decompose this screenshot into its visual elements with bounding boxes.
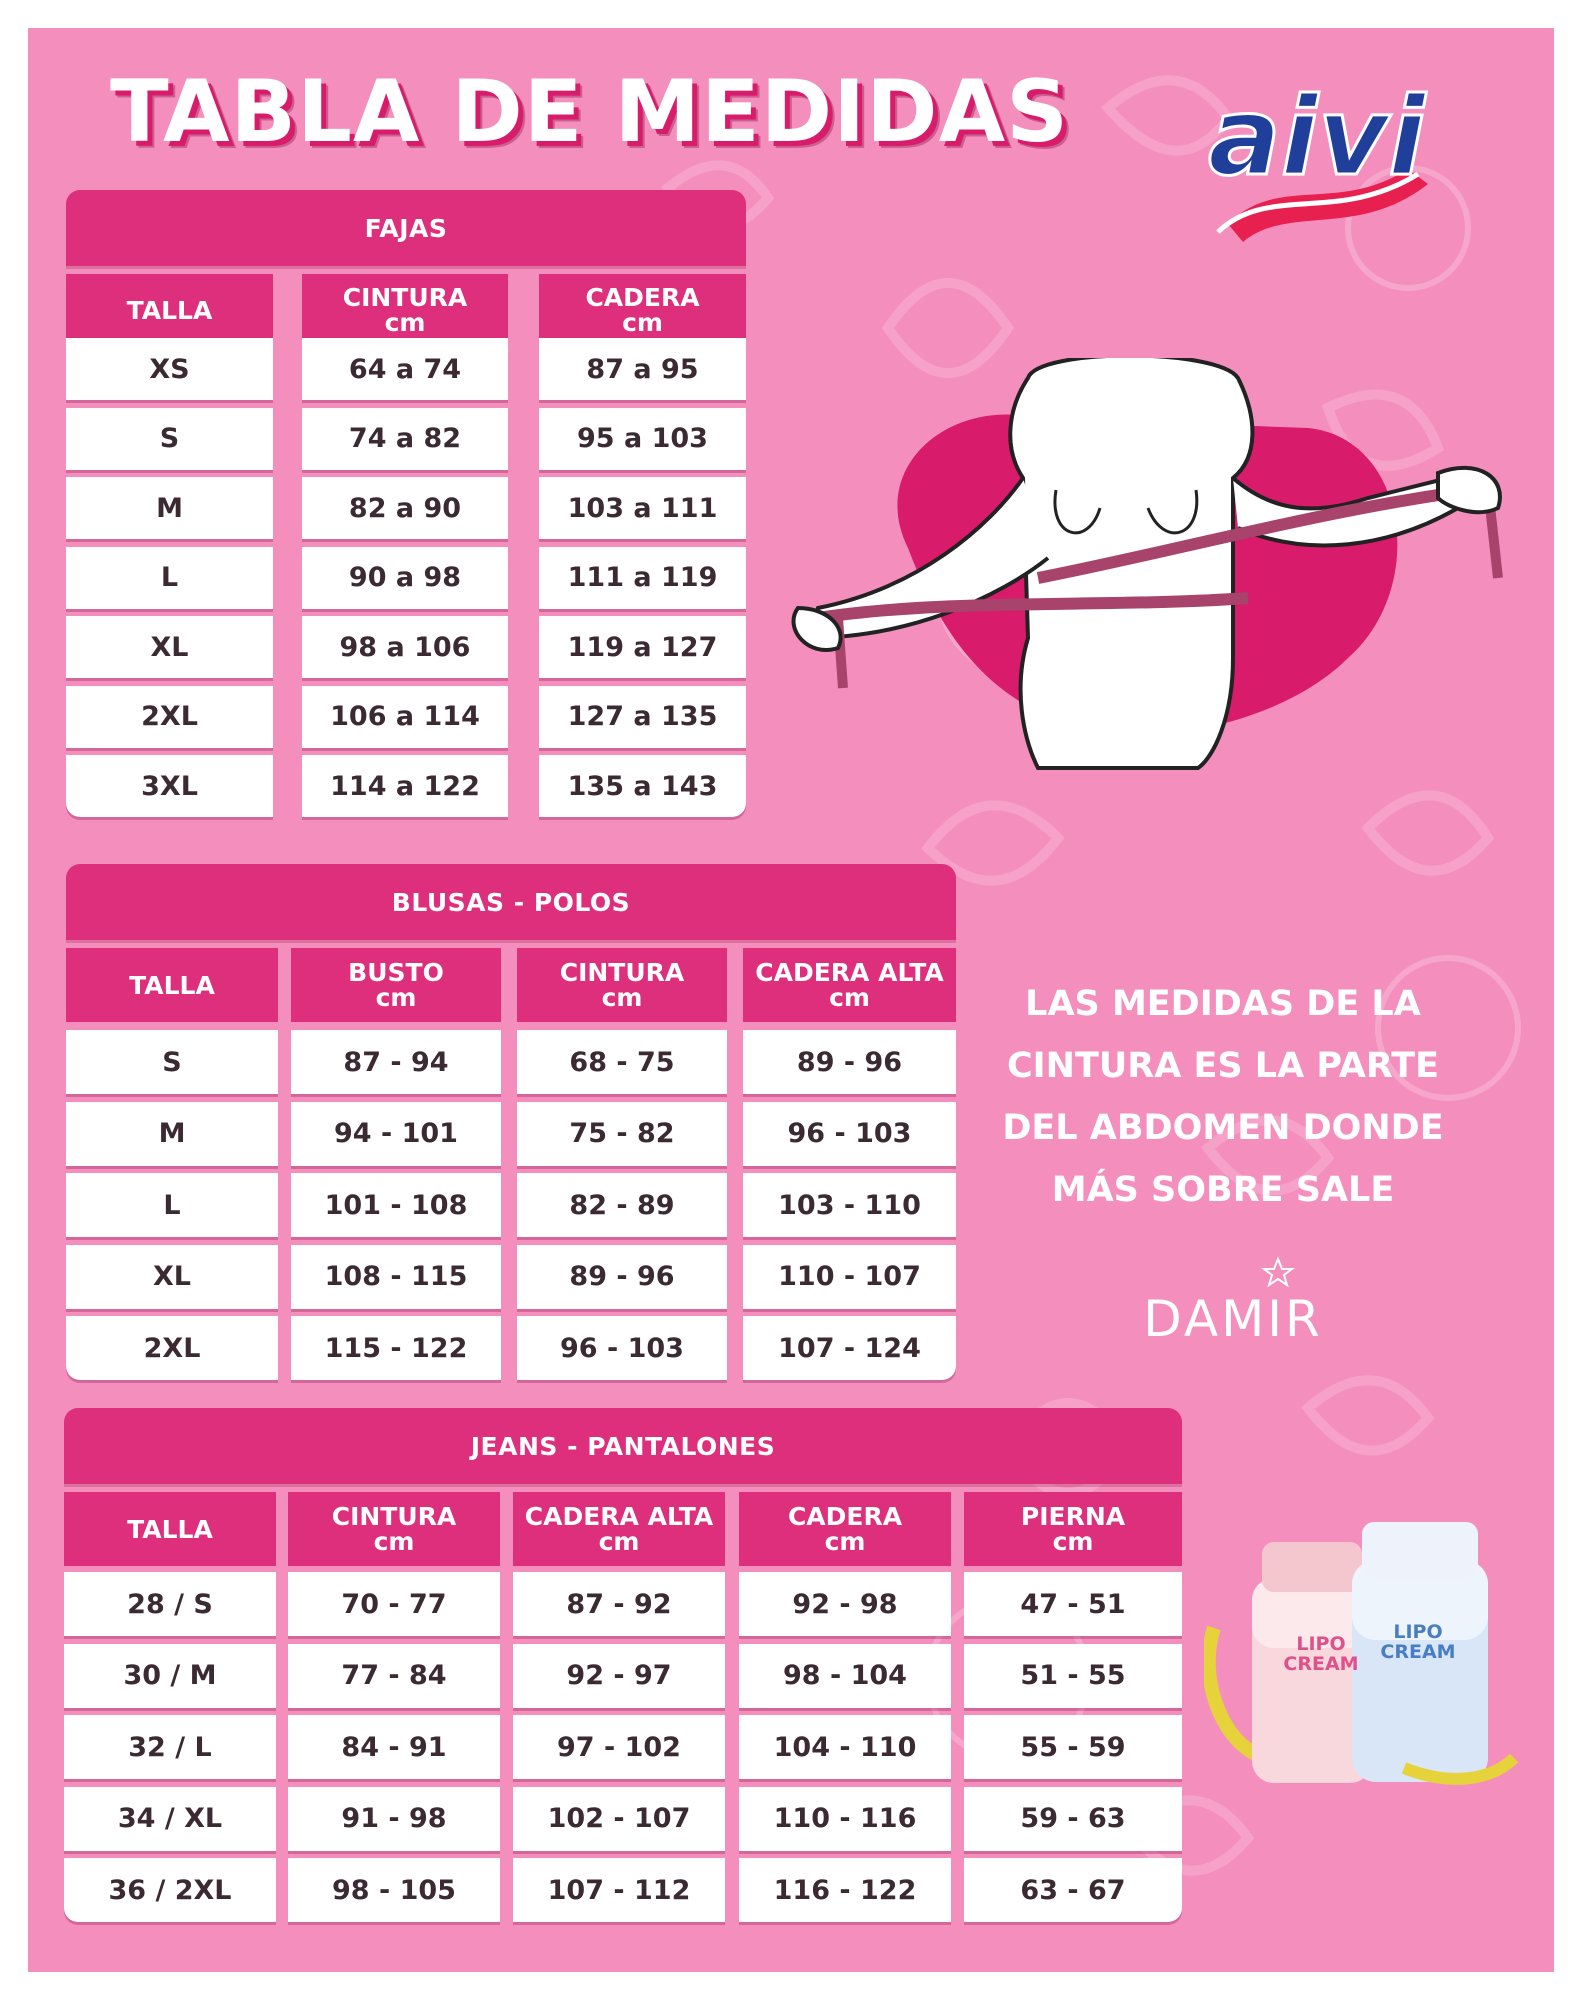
jeans-table-cell: 70 - 77: [288, 1572, 500, 1636]
fajas-table-cell: 90 a 98: [302, 547, 508, 609]
fajas-table-cell: 3XL: [66, 755, 273, 817]
blusas-table-cell: 2XL: [66, 1316, 278, 1380]
jeans-col-label: TALLA: [127, 1514, 213, 1544]
jeans-col-unit: cm: [598, 1527, 640, 1556]
fajas-col-label: TALLA: [126, 295, 213, 325]
fajas-table-cell: 2XL: [66, 686, 273, 748]
blusas-table-cell: S: [66, 1030, 278, 1094]
blusas-col-unit: cm: [601, 983, 643, 1012]
blusas-table-cell: 110 - 107: [743, 1245, 956, 1309]
jeans-table-cell: 98 - 104: [739, 1644, 951, 1708]
fajas-col-unit: cm: [384, 308, 426, 337]
jeans-table-cell: 92 - 98: [739, 1572, 951, 1636]
fajas-table-cell: S: [66, 408, 273, 470]
fajas-table-cell: 95 a 103: [539, 408, 746, 470]
jeans-table-cell: 55 - 59: [964, 1715, 1182, 1779]
jeans-table-cell: 110 - 116: [739, 1787, 951, 1851]
fajas-col-header: [66, 274, 273, 346]
aivi-logo-icon: [1188, 64, 1458, 254]
blusas-table-cell: 94 - 101: [291, 1102, 501, 1166]
blusas-col-header: [743, 948, 956, 1022]
blusas-table-cell: 96 - 103: [517, 1316, 727, 1380]
fajas-col-unit: cm: [622, 308, 663, 337]
aivi-logo-text: aivi: [1208, 75, 1426, 200]
blusas-col-label: CINTURA: [559, 958, 685, 987]
blusas-table-cell: 107 - 124: [743, 1316, 956, 1380]
jeans-table-cell: 97 - 102: [513, 1715, 725, 1779]
jeans-table-cell: 32 / L: [64, 1715, 276, 1779]
jeans-col-header: [64, 1492, 276, 1566]
blusas-col-unit: cm: [829, 983, 870, 1012]
fajas-table-cell: 82 a 90: [302, 477, 508, 539]
blusas-table-cell: 103 - 110: [743, 1173, 956, 1237]
jeans-section: [64, 1408, 1182, 1938]
jeans-table-cell: 77 - 84: [288, 1644, 500, 1708]
jeans-table-cell: 30 / M: [64, 1644, 276, 1708]
blusas-table-cell: L: [66, 1173, 278, 1237]
jeans-table-cell: 47 - 51: [964, 1572, 1182, 1636]
damir-logo-text: DAMIR: [1143, 1290, 1323, 1348]
fajas-table-cell: 114 a 122: [302, 755, 508, 817]
fajas-table-cell: 87 a 95: [539, 338, 746, 400]
blusas-table-cell: 87 - 94: [291, 1030, 501, 1094]
jeans-col-header: [739, 1492, 951, 1566]
blusas-col-label: CADERA ALTA: [755, 958, 944, 987]
lipo-cream-blue-label: LIPO CREAM: [1380, 1621, 1456, 1663]
fajas-table-cell: XL: [66, 616, 273, 678]
fajas-table-cell: XS: [66, 338, 273, 400]
jeans-table-cell: 28 / S: [64, 1572, 276, 1636]
blusas-col-label: BUSTO: [348, 958, 444, 987]
blusas-header: BLUSAS - POLOS: [66, 864, 956, 940]
blusas-table-cell: M: [66, 1102, 278, 1166]
blusas-table-cell: 96 - 103: [743, 1102, 956, 1166]
fajas-table-cell: 103 a 111: [539, 477, 746, 539]
blusas-table-cell: 68 - 75: [517, 1030, 727, 1094]
lipo-cream-pink-label: LIPO CREAM: [1283, 1633, 1359, 1675]
jeans-table-cell: 84 - 91: [288, 1715, 500, 1779]
fajas-col-header: [539, 274, 746, 346]
fajas-table-cell: 119 a 127: [539, 616, 746, 678]
jeans-col-label: CADERA: [787, 1502, 903, 1531]
fajas-table-cell: M: [66, 477, 273, 539]
jeans-table-cell: 87 - 92: [513, 1572, 725, 1636]
blusas-table-cell: 75 - 82: [517, 1102, 727, 1166]
blusas-col-header: [291, 948, 501, 1022]
fajas-table-cell: L: [66, 547, 273, 609]
jeans-col-label: CADERA ALTA: [524, 1502, 714, 1531]
fajas-col-header: [302, 274, 508, 346]
jeans-table-cell: 36 / 2XL: [64, 1858, 276, 1922]
fajas-table-cell: 106 a 114: [302, 686, 508, 748]
waist-measurement-note: LAS MEDIDAS DE LA CINTURA ES LA PARTE DEL ABDOMEN DONDE MÁS SOBRE SALE: [1002, 984, 1444, 1210]
jeans-table-cell: 107 - 112: [513, 1858, 725, 1922]
jeans-col-header: [964, 1492, 1182, 1566]
blusas-table-cell: 89 - 96: [743, 1030, 956, 1094]
jeans-col-header: [513, 1492, 725, 1566]
blusas-section: [66, 864, 956, 1394]
fajas-table-cell: 64 a 74: [302, 338, 508, 400]
jeans-col-header: [288, 1492, 500, 1566]
blusas-table-cell: 89 - 96: [517, 1245, 727, 1309]
fajas-table-cell: 111 a 119: [539, 547, 746, 609]
fajas-table-cell: 98 a 106: [302, 616, 508, 678]
blusas-col-header: [517, 948, 727, 1022]
blusas-table-cell: XL: [66, 1245, 278, 1309]
blusas-col-label: TALLA: [129, 970, 215, 1000]
jeans-table-cell: 63 - 67: [964, 1858, 1182, 1922]
blusas-table-cell: 101 - 108: [291, 1173, 501, 1237]
fajas-table-cell: 127 a 135: [539, 686, 746, 748]
fajas-section: [66, 190, 746, 870]
fajas-col-label: CINTURA: [342, 283, 468, 312]
jeans-col-label: PIERNA: [1020, 1502, 1126, 1531]
jeans-header: JEANS - PANTALONES: [64, 1408, 1182, 1484]
lipo-cream-jars-icon: [1204, 1508, 1524, 1798]
jeans-table-cell: 98 - 105: [288, 1858, 500, 1922]
page-title: TABLA DE MEDIDAS: [110, 62, 1070, 162]
blusas-col-header: [66, 948, 278, 1022]
fajas-col-label: CADERA: [585, 283, 700, 312]
jeans-table-cell: 91 - 98: [288, 1787, 500, 1851]
size-chart-poster: [28, 28, 1554, 1972]
jeans-col-unit: cm: [373, 1527, 415, 1556]
fajas-table-cell: 74 a 82: [302, 408, 508, 470]
blusas-table-cell: 115 - 122: [291, 1316, 501, 1380]
jeans-col-unit: cm: [824, 1527, 866, 1556]
fajas-table-cell: 135 a 143: [539, 755, 746, 817]
woman-measuring-waist-icon: [788, 358, 1518, 778]
jeans-col-unit: cm: [1052, 1527, 1094, 1556]
jeans-table-cell: 116 - 122: [739, 1858, 951, 1922]
jeans-table-cell: 51 - 55: [964, 1644, 1182, 1708]
jeans-table-cell: 59 - 63: [964, 1787, 1182, 1851]
jeans-table-cell: 92 - 97: [513, 1644, 725, 1708]
blusas-table-cell: 82 - 89: [517, 1173, 727, 1237]
jeans-table-cell: 34 / XL: [64, 1787, 276, 1851]
jeans-table-cell: 104 - 110: [739, 1715, 951, 1779]
blusas-col-unit: cm: [375, 983, 417, 1012]
blusas-table-cell: 108 - 115: [291, 1245, 501, 1309]
jeans-col-label: CINTURA: [331, 1502, 457, 1531]
jeans-table-cell: 102 - 107: [513, 1787, 725, 1851]
fajas-header: FAJAS: [66, 190, 746, 266]
